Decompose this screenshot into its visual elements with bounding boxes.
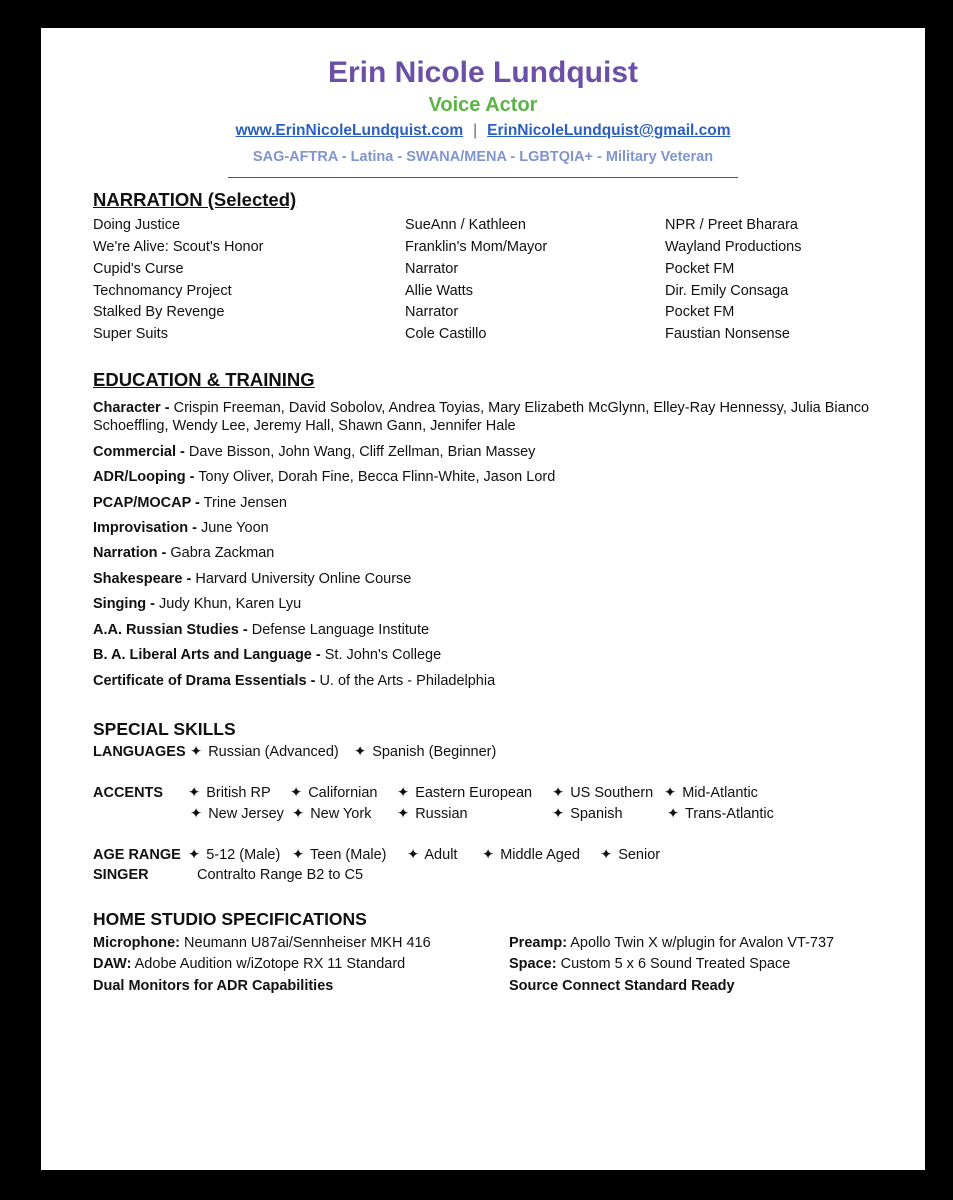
studio-source-connect: Source Connect Standard Ready <box>509 978 735 994</box>
education-item <box>93 647 441 663</box>
age-range-label: AGE RANGE <box>93 847 181 863</box>
skills-heading: SPECIAL SKILLS <box>93 719 236 739</box>
narration-company: Pocket FM <box>665 304 735 320</box>
link-separator: | <box>473 122 478 139</box>
star-icon: ✦ <box>290 785 303 801</box>
education-item <box>93 622 429 638</box>
studio-value: Apollo Twin X w/plugin for Avalon VT-737 <box>570 935 835 951</box>
education-label: Certificate of Drama Essentials - <box>93 673 316 689</box>
narration-role: SueAnn / Kathleen <box>405 217 526 233</box>
education-value: St. John's College <box>324 647 442 663</box>
accent-item: ✦ US Southern <box>552 785 654 801</box>
education-item <box>93 545 274 561</box>
studio-space <box>509 956 790 972</box>
education-value: Trine Jensen <box>203 495 287 511</box>
studio-daw <box>93 956 405 972</box>
narration-company: Faustian Nonsense <box>665 326 790 342</box>
studio-label: Microphone: <box>93 935 180 951</box>
header-divider <box>228 177 738 178</box>
studio-label: DAW: <box>93 956 132 972</box>
age-item: ✦ Adult <box>407 847 458 863</box>
education-label: ADR/Looping - <box>93 469 195 485</box>
accent-item: ✦ New Jersey <box>190 806 284 822</box>
star-icon: ✦ <box>552 785 565 801</box>
actor-role: Voice Actor <box>428 94 538 116</box>
education-item <box>93 596 301 612</box>
education-label: Character - <box>93 400 170 416</box>
narration-heading: NARRATION (Selected) <box>93 189 297 210</box>
education-item-character <box>93 400 869 416</box>
education-value-continued: Schoeffling, Wendy Lee, Jeremy Hall, Shawn Gann, Jennifer Hale <box>93 418 516 434</box>
age-item: ✦ Middle Aged <box>482 847 580 863</box>
studio-dual-monitors: Dual Monitors for ADR Capabilities <box>93 978 334 994</box>
language-item: ✦ Russian (Advanced) <box>190 744 339 760</box>
education-item <box>93 469 555 485</box>
star-icon: ✦ <box>664 785 677 801</box>
narration-title: Cupid's Curse <box>93 261 184 277</box>
education-item <box>93 520 269 536</box>
age-item: ✦ Senior <box>600 847 661 863</box>
narration-title: We're Alive: Scout's Honor <box>93 239 264 255</box>
education-item <box>93 444 535 460</box>
education-value: June Yoon <box>200 520 269 536</box>
accent-item: ✦ Russian <box>397 806 468 822</box>
studio-value: Custom 5 x 6 Sound Treated Space <box>560 956 791 972</box>
accents-label: ACCENTS <box>93 785 164 801</box>
accent-item: ✦ New York <box>292 806 372 822</box>
star-icon: ✦ <box>292 847 305 863</box>
education-value: Dave Bisson, John Wang, Cliff Zellman, Brian Massey <box>188 444 536 460</box>
narration-title: Super Suits <box>93 326 168 342</box>
education-label: Shakespeare - <box>93 571 192 587</box>
email-link[interactable]: ErinNicoleLundquist@gmail.com <box>487 122 731 139</box>
studio-label: Space: <box>509 956 557 972</box>
accent-item: ✦ British RP <box>188 785 271 801</box>
star-icon: ✦ <box>354 744 367 760</box>
star-icon: ✦ <box>188 785 201 801</box>
accent-item: ✦ Californian <box>290 785 378 801</box>
language-item: ✦ Spanish (Beginner) <box>354 744 497 760</box>
narration-company: Dir. Emily Consaga <box>665 283 789 299</box>
education-value: Harvard University Online Course <box>195 571 412 587</box>
studio-value: Adobe Audition w/iZotope RX 11 Standard <box>134 956 406 972</box>
narration-role: Narrator <box>405 304 459 320</box>
resume-page <box>41 28 925 1170</box>
star-icon: ✦ <box>667 806 680 822</box>
education-item <box>93 495 287 511</box>
studio-preamp <box>509 935 834 951</box>
accent-item: ✦ Spanish <box>552 806 623 822</box>
star-icon: ✦ <box>397 785 410 801</box>
accent-item: ✦ Trans-Atlantic <box>667 806 774 822</box>
contact-links <box>41 122 925 140</box>
education-label: Narration - <box>93 545 167 561</box>
narration-company: Pocket FM <box>665 261 735 277</box>
star-icon: ✦ <box>482 847 495 863</box>
star-icon: ✦ <box>552 806 565 822</box>
education-value: Tony Oliver, Dorah Fine, Becca Flinn-White, Jason Lord <box>198 469 556 485</box>
education-label: A.A. Russian Studies - <box>93 622 248 638</box>
education-label: Improvisation - <box>93 520 197 536</box>
narration-title: Stalked By Revenge <box>93 304 225 320</box>
star-icon: ✦ <box>190 744 203 760</box>
narration-title: Technomancy Project <box>93 283 232 299</box>
education-value: Gabra Zackman <box>170 545 275 561</box>
narration-role: Franklin's Mom/Mayor <box>405 239 548 255</box>
education-label: Singing - <box>93 596 156 612</box>
narration-company: NPR / Preet Bharara <box>665 217 798 233</box>
affiliation-tags: SAG-AFTRA - Latina - SWANA/MENA - LGBTQIA+ - Military Veteran <box>252 149 714 165</box>
star-icon: ✦ <box>188 847 201 863</box>
education-value: Defense Language Institute <box>251 622 430 638</box>
education-value: U. of the Arts - Philadelphia <box>319 673 496 689</box>
narration-company: Wayland Productions <box>665 239 802 255</box>
accent-item: ✦ Eastern European <box>397 785 533 801</box>
education-label: PCAP/MOCAP - <box>93 495 200 511</box>
education-value: Judy Khun, Karen Lyu <box>159 596 302 612</box>
age-item: ✦ Teen (Male) <box>292 847 387 863</box>
singer-value: Contralto Range B2 to C5 <box>197 867 364 883</box>
education-value: Crispin Freeman, David Sobolov, Andrea Toyias, Mary Elizabeth McGlynn, Elley-Ray Hennessy, Julia Bianco <box>173 400 870 416</box>
star-icon: ✦ <box>407 847 420 863</box>
education-item <box>93 571 411 587</box>
education-label: Commercial - <box>93 444 185 460</box>
narration-role: Narrator <box>405 261 459 277</box>
star-icon: ✦ <box>600 847 613 863</box>
star-icon: ✦ <box>397 806 410 822</box>
narration-title: Doing Justice <box>93 217 181 233</box>
studio-heading: HOME STUDIO SPECIFICATIONS <box>93 909 367 929</box>
education-item <box>93 673 495 689</box>
star-icon: ✦ <box>292 806 305 822</box>
age-item: ✦ 5-12 (Male) <box>188 847 281 863</box>
studio-label: Preamp: <box>509 935 568 951</box>
languages-label: LANGUAGES <box>93 744 186 760</box>
studio-microphone <box>93 935 431 951</box>
website-link[interactable]: www.ErinNicoleLundquist.com <box>235 122 464 139</box>
star-icon: ✦ <box>190 806 203 822</box>
education-heading: EDUCATION & TRAINING <box>93 369 315 390</box>
accent-item: ✦ Mid-Atlantic <box>664 785 758 801</box>
education-label: B. A. Liberal Arts and Language - <box>93 647 321 663</box>
narration-role: Cole Castillo <box>405 326 487 342</box>
singer-label: SINGER <box>93 867 149 883</box>
actor-name: Erin Nicole Lundquist <box>327 56 638 89</box>
narration-role: Allie Watts <box>405 283 473 299</box>
studio-value: Neumann U87ai/Sennheiser MKH 416 <box>184 935 431 951</box>
